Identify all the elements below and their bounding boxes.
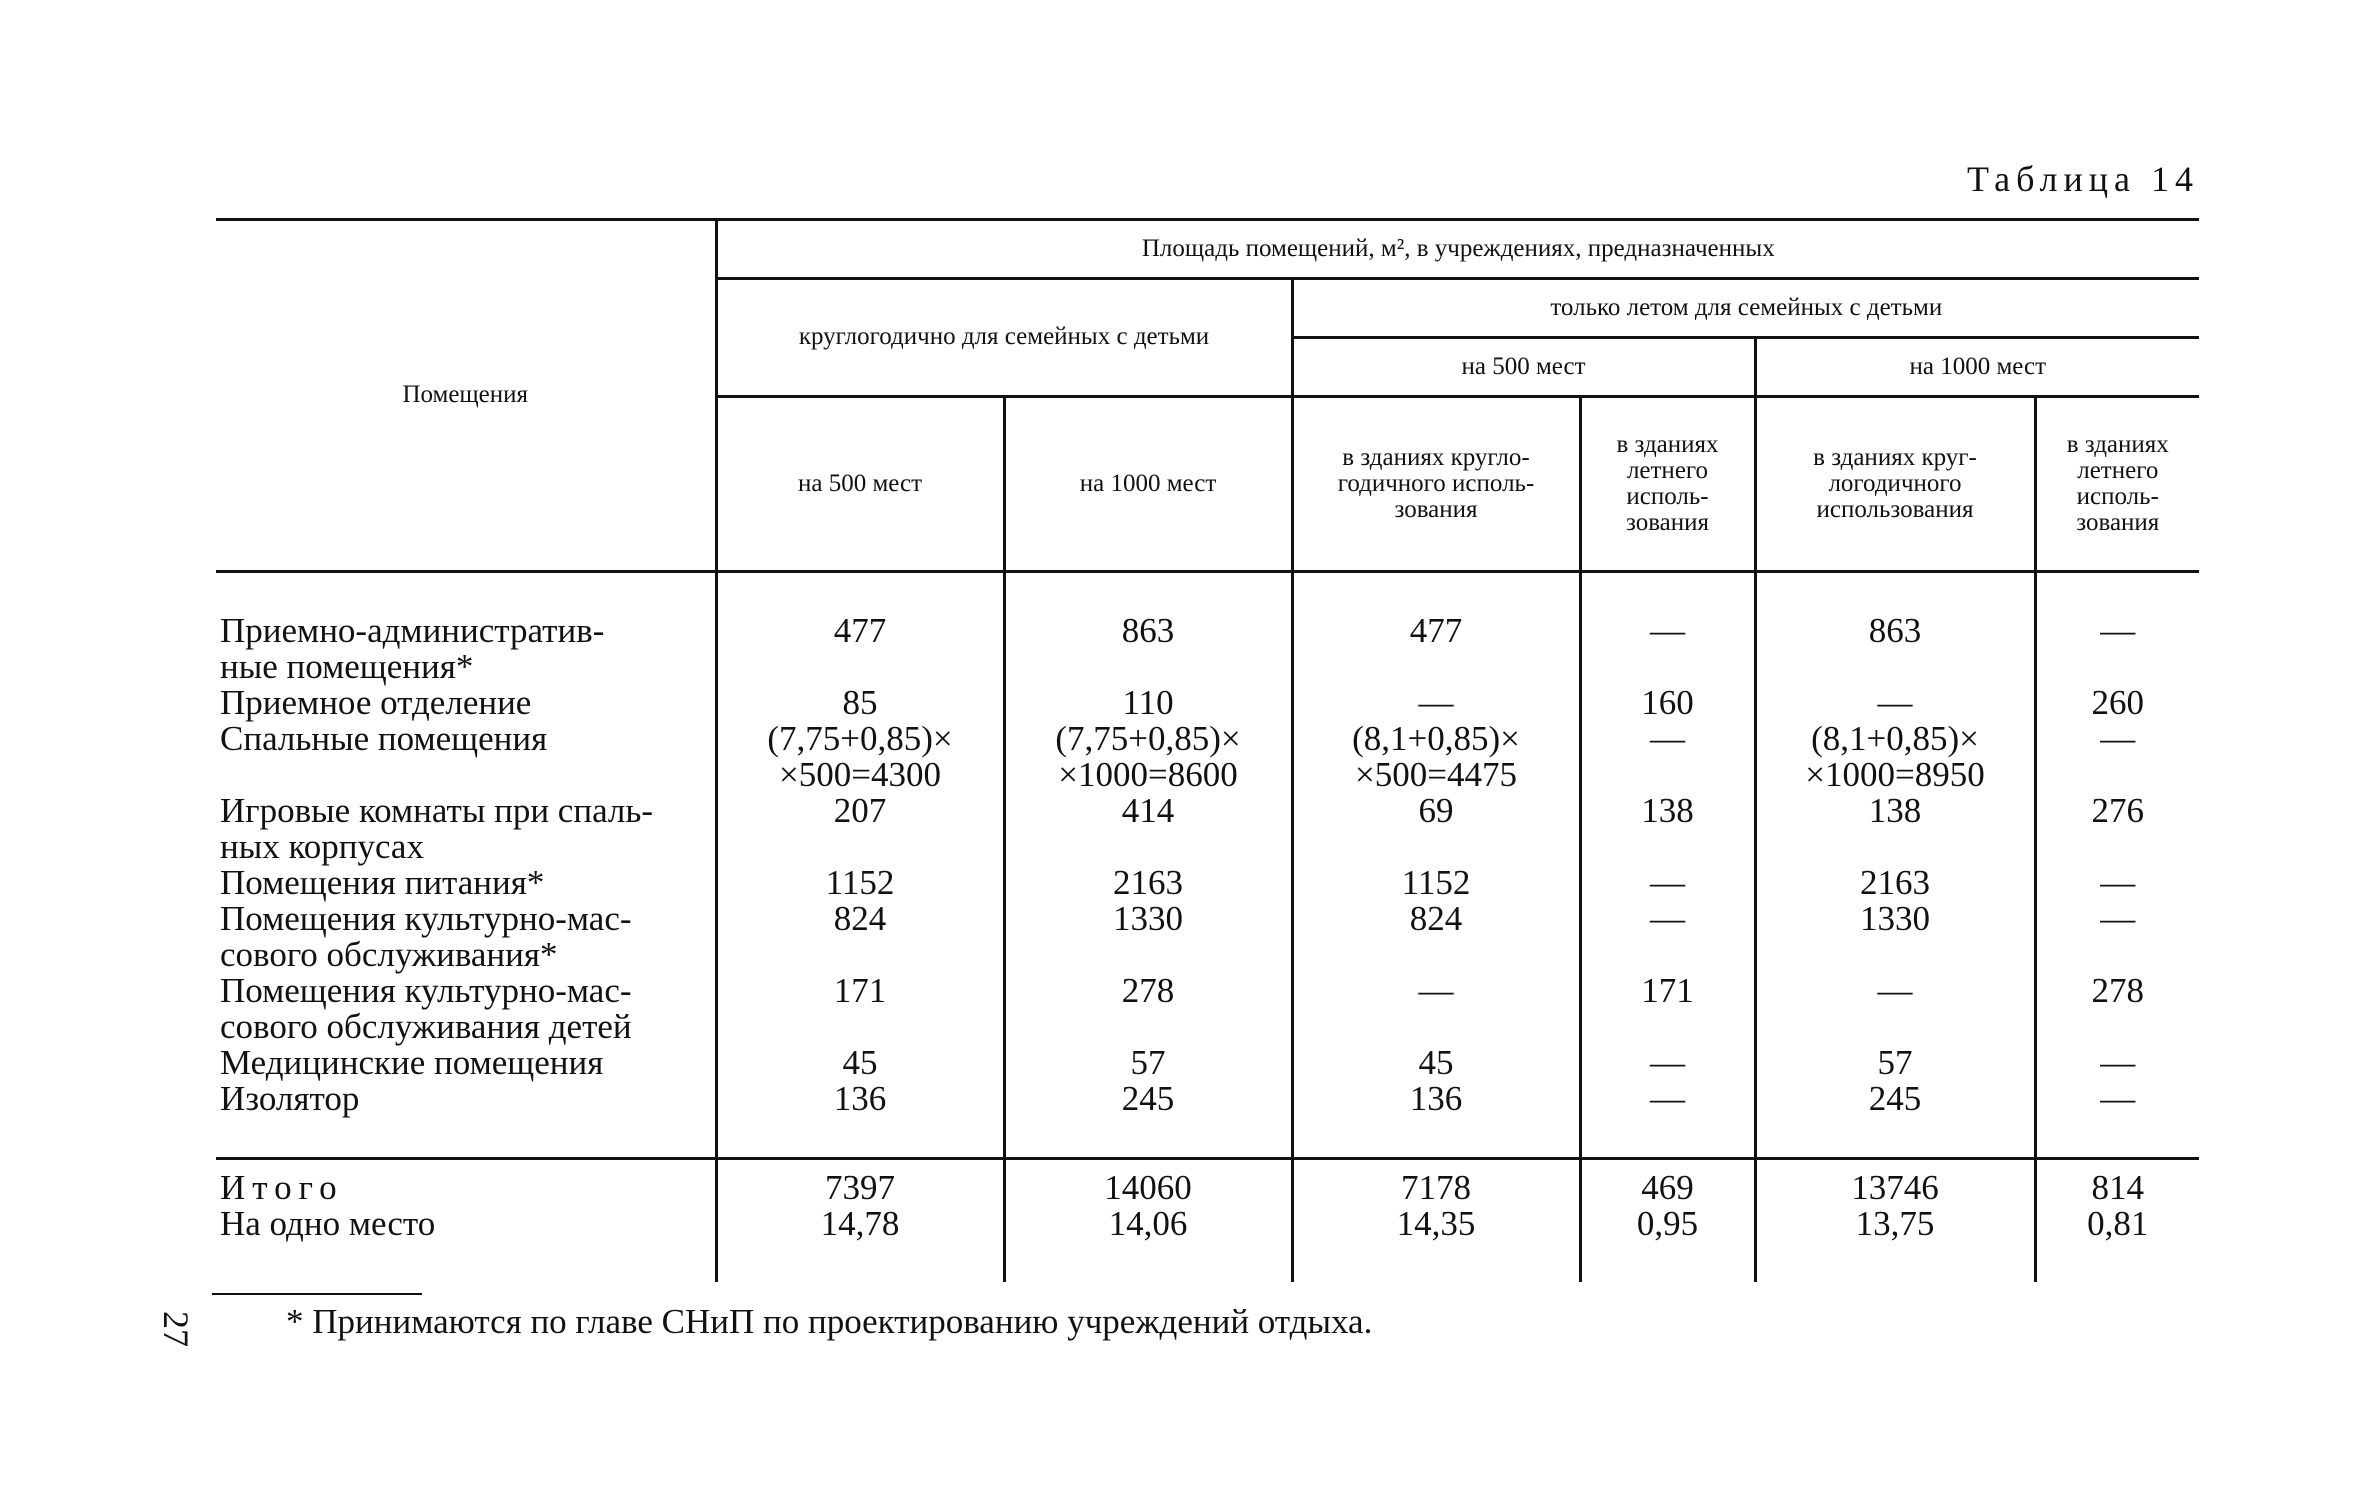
cell-value: — xyxy=(1292,973,1580,1045)
cell-value: 245 xyxy=(1004,1081,1292,1117)
cell-value: — xyxy=(2035,1081,2199,1117)
cell-value: 824 xyxy=(716,901,1004,973)
page-number: 27 xyxy=(156,1311,196,1347)
cell-value: 477 xyxy=(716,613,1004,685)
cell-value: 69 xyxy=(1292,793,1580,865)
totals-row xyxy=(216,1159,2199,1207)
cell-value: 14,78 xyxy=(716,1206,1004,1242)
table-row xyxy=(216,685,2199,721)
footnote-rule xyxy=(212,1293,422,1295)
cell-value: 245 xyxy=(1755,1081,2035,1117)
cell-value: 0,81 xyxy=(2035,1206,2199,1242)
table-row xyxy=(216,865,2199,901)
row-name: Помещения культурно-мас- сового обслуживания* xyxy=(220,899,632,974)
cell-value: 276 xyxy=(2035,793,2199,865)
header-area-title: Площадь помещений, м², в учреждениях, предназначенных xyxy=(716,220,2199,279)
cell-value: — xyxy=(1292,685,1580,721)
cell-value: 160 xyxy=(1580,685,1755,721)
header-yr-500: на 500 мест xyxy=(716,397,1004,572)
cell-value: 863 xyxy=(1755,613,2035,685)
cell-value: 45 xyxy=(716,1045,1004,1081)
cell-value: 2163 xyxy=(1004,865,1292,901)
cell-value: — xyxy=(2035,865,2199,901)
header-summer-500: на 500 мест xyxy=(1292,338,1755,397)
cell-value: 13746 xyxy=(1755,1159,2035,1207)
cell-value: 863 xyxy=(1004,613,1292,685)
cell-value: 7397 xyxy=(716,1159,1004,1207)
header-s500-summer-building: в зданиях летнего исполь-зования xyxy=(1580,397,1755,572)
header-yr-1000: на 1000 мест xyxy=(1004,397,1292,572)
header-summer-only: только летом для семейных с детьми xyxy=(1292,279,2199,338)
cell-value: 207 xyxy=(716,793,1004,865)
cell-value: (7,75+0,85)× ×1000=8600 xyxy=(1004,721,1292,793)
cell-value: 136 xyxy=(1292,1081,1580,1117)
row-name: Спальные помещения xyxy=(220,719,548,758)
cell-value: 138 xyxy=(1755,793,2035,865)
cell-value: 1152 xyxy=(716,865,1004,901)
table-row xyxy=(216,613,2199,685)
footnote: * Принимаются по главе СНиП по проектированию учреждений отдыха. xyxy=(286,1302,1373,1341)
row-name: Помещения питания* xyxy=(220,863,545,902)
cell-value: 1152 xyxy=(1292,865,1580,901)
cell-value: (7,75+0,85)× ×500=4300 xyxy=(716,721,1004,793)
cell-value: 1330 xyxy=(1004,901,1292,973)
cell-value: 171 xyxy=(1580,973,1755,1045)
cell-value: 45 xyxy=(1292,1045,1580,1081)
cell-value: 13,75 xyxy=(1755,1206,2035,1242)
cell-value: — xyxy=(1580,1045,1755,1081)
cell-value: 110 xyxy=(1004,685,1292,721)
cell-value: 138 xyxy=(1580,793,1755,865)
header-s500-year-building: в зданиях кругло-годичного исполь-зования xyxy=(1292,397,1580,572)
cell-value: 260 xyxy=(2035,685,2199,721)
cell-value: 414 xyxy=(1004,793,1292,865)
cell-value: — xyxy=(1580,1081,1755,1117)
table-header xyxy=(216,220,2199,572)
cell-value: 7178 xyxy=(1292,1159,1580,1207)
cell-value: 14,06 xyxy=(1004,1206,1292,1242)
cell-value: 2163 xyxy=(1755,865,2035,901)
cell-value: 171 xyxy=(716,973,1004,1045)
cell-value: — xyxy=(1580,721,1755,793)
cell-value: 824 xyxy=(1292,901,1580,973)
cell-value: 278 xyxy=(1004,973,1292,1045)
cell-value: 477 xyxy=(1292,613,1580,685)
cell-value: — xyxy=(1580,613,1755,685)
cell-value: 0,95 xyxy=(1580,1206,1755,1242)
cell-value: — xyxy=(2035,1045,2199,1081)
table-row xyxy=(216,793,2199,865)
row-name: Изолятор xyxy=(220,1079,360,1118)
table-row xyxy=(216,721,2199,793)
cell-value: 14060 xyxy=(1004,1159,1292,1207)
header-year-round: круглогодично для семейных с детьми xyxy=(716,279,1292,397)
cell-value: — xyxy=(2035,721,2199,793)
cell-value: 14,35 xyxy=(1292,1206,1580,1242)
row-name: Медицинские помещения xyxy=(220,1043,604,1082)
cell-value: 85 xyxy=(716,685,1004,721)
row-name: Игровые комнаты при спаль- ных корпусах xyxy=(220,791,653,866)
cell-value: 136 xyxy=(716,1081,1004,1117)
table-row xyxy=(216,1045,2199,1081)
row-name: Итого xyxy=(216,1159,716,1207)
cell-value: — xyxy=(1580,865,1755,901)
table-row xyxy=(216,973,2199,1045)
cell-value: 57 xyxy=(1004,1045,1292,1081)
cell-value: 278 xyxy=(2035,973,2199,1045)
header-rooms: Помещения xyxy=(216,220,716,572)
cell-value: 57 xyxy=(1755,1045,2035,1081)
area-table xyxy=(216,218,2199,1282)
row-name: На одно место xyxy=(220,1204,436,1243)
header-s1000-year-building: в зданиях круг-логодичного использования xyxy=(1755,397,2035,572)
cell-value: (8,1+0,85)× ×1000=8950 xyxy=(1755,721,2035,793)
cell-value: — xyxy=(2035,901,2199,973)
cell-value: — xyxy=(1755,973,2035,1045)
table-caption: Таблица 14 xyxy=(1967,159,2199,199)
header-summer-1000: на 1000 мест xyxy=(1755,338,2199,397)
per-place-row xyxy=(216,1206,2199,1242)
table-row xyxy=(216,1081,2199,1117)
area-table-container xyxy=(216,218,2199,1282)
cell-value: — xyxy=(1580,901,1755,973)
cell-value: (8,1+0,85)× ×500=4475 xyxy=(1292,721,1580,793)
table-row xyxy=(216,901,2199,973)
cell-value: 814 xyxy=(2035,1159,2199,1207)
cell-value: — xyxy=(1755,685,2035,721)
cell-value: — xyxy=(2035,613,2199,685)
table-body xyxy=(216,572,2199,1283)
cell-value: 469 xyxy=(1580,1159,1755,1207)
cell-value: 1330 xyxy=(1755,901,2035,973)
row-name: Помещения культурно-мас- сового обслуживания детей xyxy=(220,971,632,1046)
header-s1000-summer-building: в зданиях летнего исполь-зования xyxy=(2035,397,2199,572)
row-name: Приемное отделение xyxy=(220,683,532,722)
row-name: Приемно-административ- ные помещения* xyxy=(220,611,605,686)
